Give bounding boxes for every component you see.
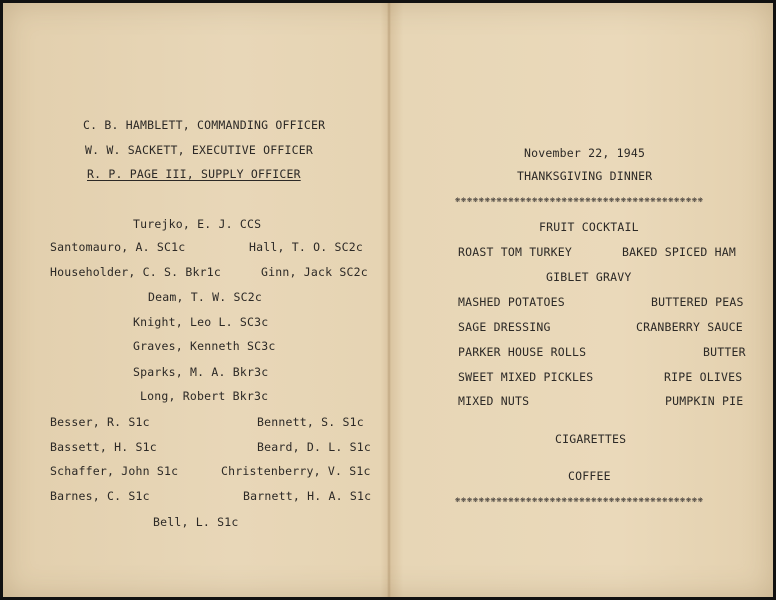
menu-title: THANKSGIVING DINNER <box>517 169 653 183</box>
menu-giblet-gravy: GIBLET GRAVY <box>546 270 632 284</box>
crew-barnett: Barnett, H. A. S1c <box>243 489 372 503</box>
crew-santomauro: Santomauro, A. SC1c <box>50 240 186 254</box>
crew-long: Long, Robert Bkr3c <box>140 389 269 403</box>
menu-ripe-olives: RIPE OLIVES <box>664 370 743 384</box>
menu-parker-house-rolls: PARKER HOUSE ROLLS <box>458 345 587 359</box>
menu-fruit-cocktail: FRUIT COCKTAIL <box>539 220 639 234</box>
crew-bassett: Bassett, H. S1c <box>50 440 157 454</box>
menu-pumpkin-pie: PUMPKIN PIE <box>665 394 744 408</box>
commanding-officer: C. B. HAMBLETT, COMMANDING OFFICER <box>83 118 326 132</box>
top-decorative-border: ❋❋❋❋❋❋❋❋❋❋❋❋❋❋❋❋❋❋❋❋❋❋❋❋❋❋❋❋❋❋❋❋❋❋❋❋❋❋❋❋❋❋ <box>455 196 704 204</box>
supply-officer: R. P. PAGE III, SUPPLY OFFICER <box>87 167 301 181</box>
menu-cranberry-sauce: CRANBERRY SAUCE <box>636 320 743 334</box>
menu-cigarettes: CIGARETTES <box>555 432 627 446</box>
bottom-decorative-border: ❋❋❋❋❋❋❋❋❋❋❋❋❋❋❋❋❋❋❋❋❋❋❋❋❋❋❋❋❋❋❋❋❋❋❋❋❋❋❋❋❋❋ <box>455 496 704 504</box>
crew-schaffer: Schaffer, John S1c <box>50 464 179 478</box>
crew-deam: Deam, T. W. SC2c <box>148 290 262 304</box>
crew-barnes: Barnes, C. S1c <box>50 489 150 503</box>
menu-sage-dressing: SAGE DRESSING <box>458 320 551 334</box>
menu-coffee: COFFEE <box>568 469 611 483</box>
menu-baked-ham: BAKED SPICED HAM <box>622 245 736 259</box>
crew-knight: Knight, Leo L. SC3c <box>133 315 269 329</box>
menu-buttered-peas: BUTTERED PEAS <box>651 295 744 309</box>
menu-date: November 22, 1945 <box>524 146 646 160</box>
crew-graves: Graves, Kenneth SC3c <box>133 339 276 353</box>
menu-sheet <box>3 3 773 597</box>
crew-turejko: Turejko, E. J. CCS <box>133 217 262 231</box>
crew-bell: Bell, L. S1c <box>153 515 239 529</box>
crew-hall: Hall, T. O. SC2c <box>249 240 363 254</box>
crew-ginn: Ginn, Jack SC2c <box>261 265 368 279</box>
crew-sparks: Sparks, M. A. Bkr3c <box>133 365 269 379</box>
crew-christenberry: Christenberry, V. S1c <box>221 464 371 478</box>
menu-mixed-nuts: MIXED NUTS <box>458 394 530 408</box>
crew-bennett: Bennett, S. S1c <box>257 415 364 429</box>
crew-beard: Beard, D. L. S1c <box>257 440 371 454</box>
crew-householder: Householder, C. S. Bkr1c <box>50 265 221 279</box>
menu-butter: BUTTER <box>703 345 746 359</box>
executive-officer: W. W. SACKETT, EXECUTIVE OFFICER <box>85 143 313 157</box>
menu-mashed-potatoes: MASHED POTATOES <box>458 295 565 309</box>
crew-besser: Besser, R. S1c <box>50 415 150 429</box>
menu-roast-turkey: ROAST TOM TURKEY <box>458 245 572 259</box>
menu-sweet-mixed-pickles: SWEET MIXED PICKLES <box>458 370 594 384</box>
center-fold <box>387 3 391 597</box>
